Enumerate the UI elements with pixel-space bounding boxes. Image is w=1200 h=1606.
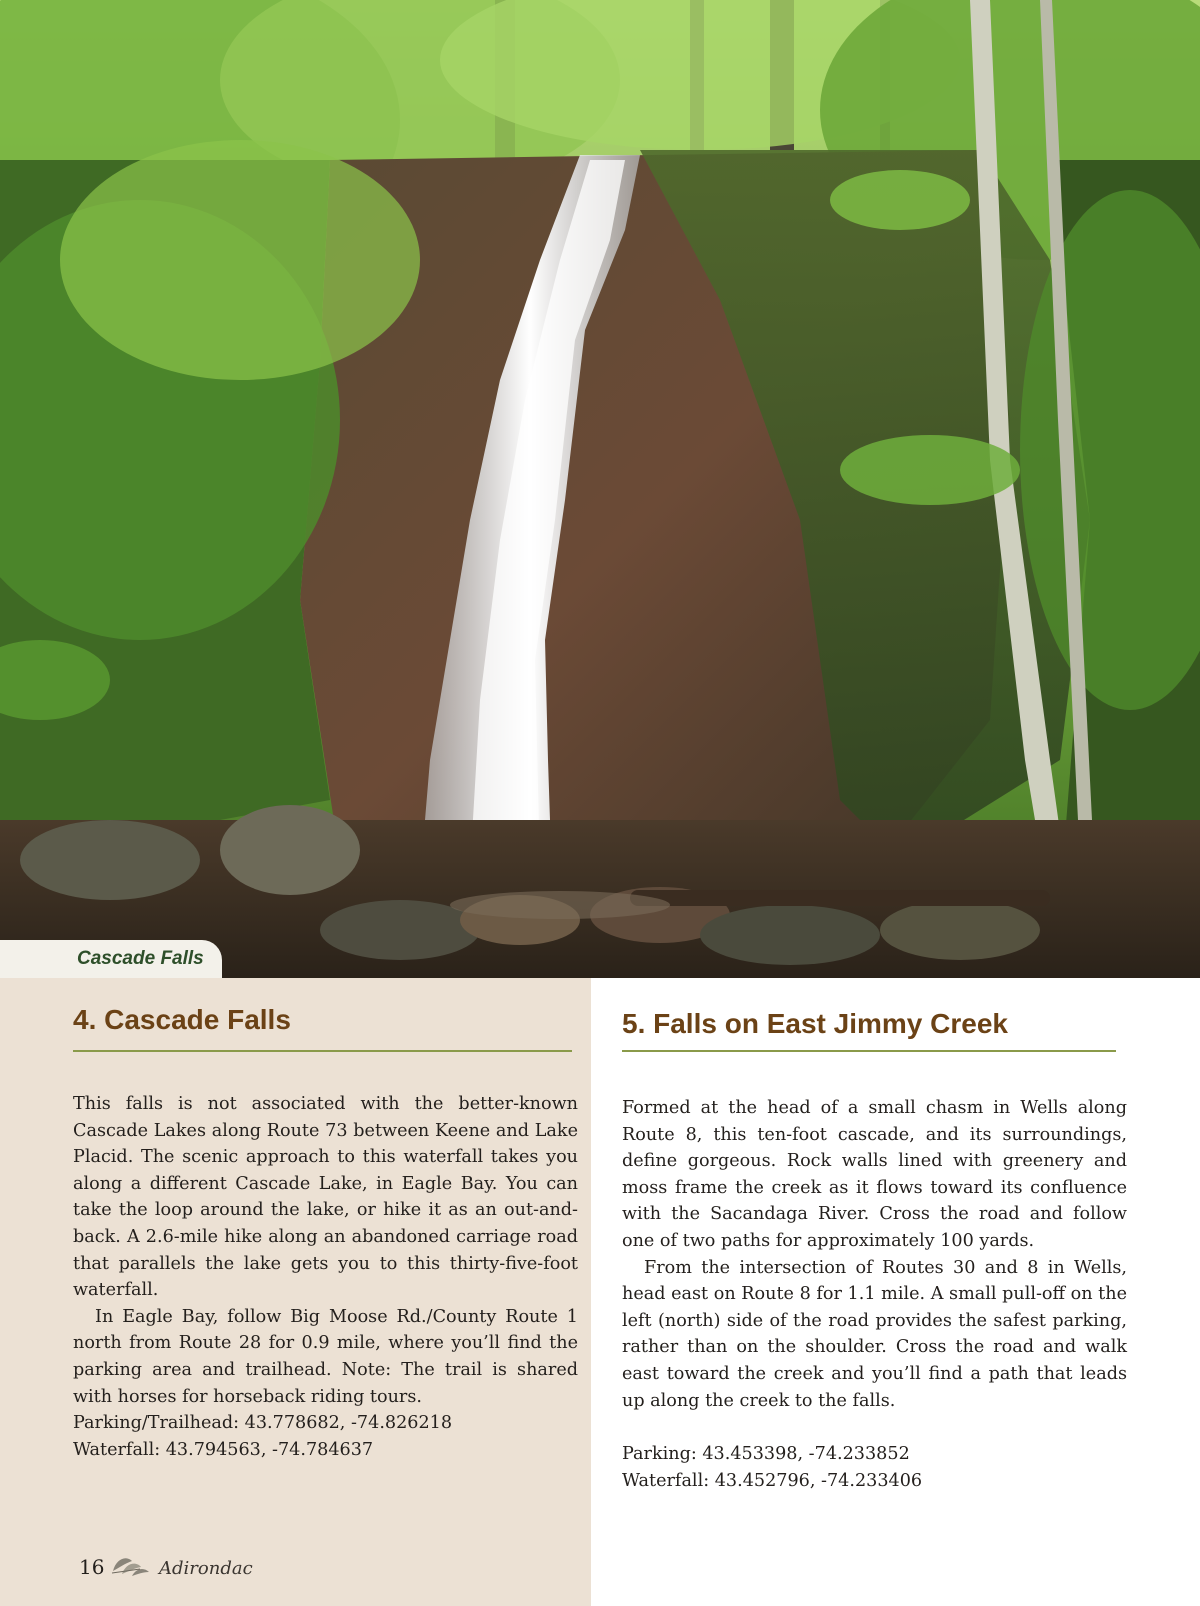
- leaves-icon: [110, 1553, 152, 1579]
- section-4-parking-coords: Parking/Trailhead: 43.778682, -74.826218: [73, 1413, 453, 1433]
- section-4-waterfall-coords: Waterfall: 43.794563, -74.784637: [73, 1439, 374, 1460]
- section-4-coordinates: [73, 1410, 452, 1463]
- section-4-title: 4. Cascade Falls: [73, 1004, 291, 1035]
- section-5-paragraph-1: Formed at the head of a small chasm in Wells along Route 8, this ten-foot cascade, and its surroundings, define gorgeous. Rock walls lined with greenery and moss frame the creek as it flows toward its confluence with the Sacandaga River. Cross the road and follow one of two paths for approximately 100 yards.: [622, 1098, 1127, 1251]
- section-4-body: [73, 1091, 578, 1410]
- book-title: Adirondac: [159, 1558, 253, 1579]
- photo-caption: Cascade Falls: [77, 948, 204, 969]
- page-number: 16: [79, 1555, 105, 1579]
- section-4-paragraph-2: In Eagle Bay, follow Big Moose Rd./County Route 1 north from Route 28 for 0.9 mile, where you’ll find the parking area and trailhead. Note: The trail is shared with horses for horseback riding tours.: [73, 1306, 578, 1407]
- section-5-coordinates: [622, 1441, 922, 1494]
- section-5-body: [622, 1095, 1127, 1414]
- section-5-parking-coords: Parking: 43.453398, -74.233852: [622, 1444, 910, 1464]
- section-5-paragraph-2: From the intersection of Routes 30 and 8 in Wells, head east on Route 8 for 1.1 mile. A small pull-off on the left (north) side of the road provides the safest parking, rather than on the shoulder. Cross the road and walk east toward the creek and you’ll find a path that leads up along the creek to the falls.: [622, 1257, 1127, 1411]
- section-5-title: 5. Falls on East Jimmy Creek: [622, 1008, 1008, 1039]
- section-5-rule: [622, 1050, 1116, 1052]
- section-5-waterfall-coords: Waterfall: 43.452796, -74.233406: [622, 1470, 923, 1491]
- section-4-rule: [73, 1050, 572, 1052]
- section-4-paragraph-1: This falls is not associated with the better-known Cascade Lakes along Route 73 between Keene and Lake Placid. The scenic approach to this waterfall takes you along a different Cascade Lake, in Eagle Bay. You can take the loop around the lake, or hike it as an out-and-back. A 2.6-mile hike along an abandoned carriage road that parallels the lake gets you to this thirty-five-foot waterfall.: [73, 1094, 578, 1301]
